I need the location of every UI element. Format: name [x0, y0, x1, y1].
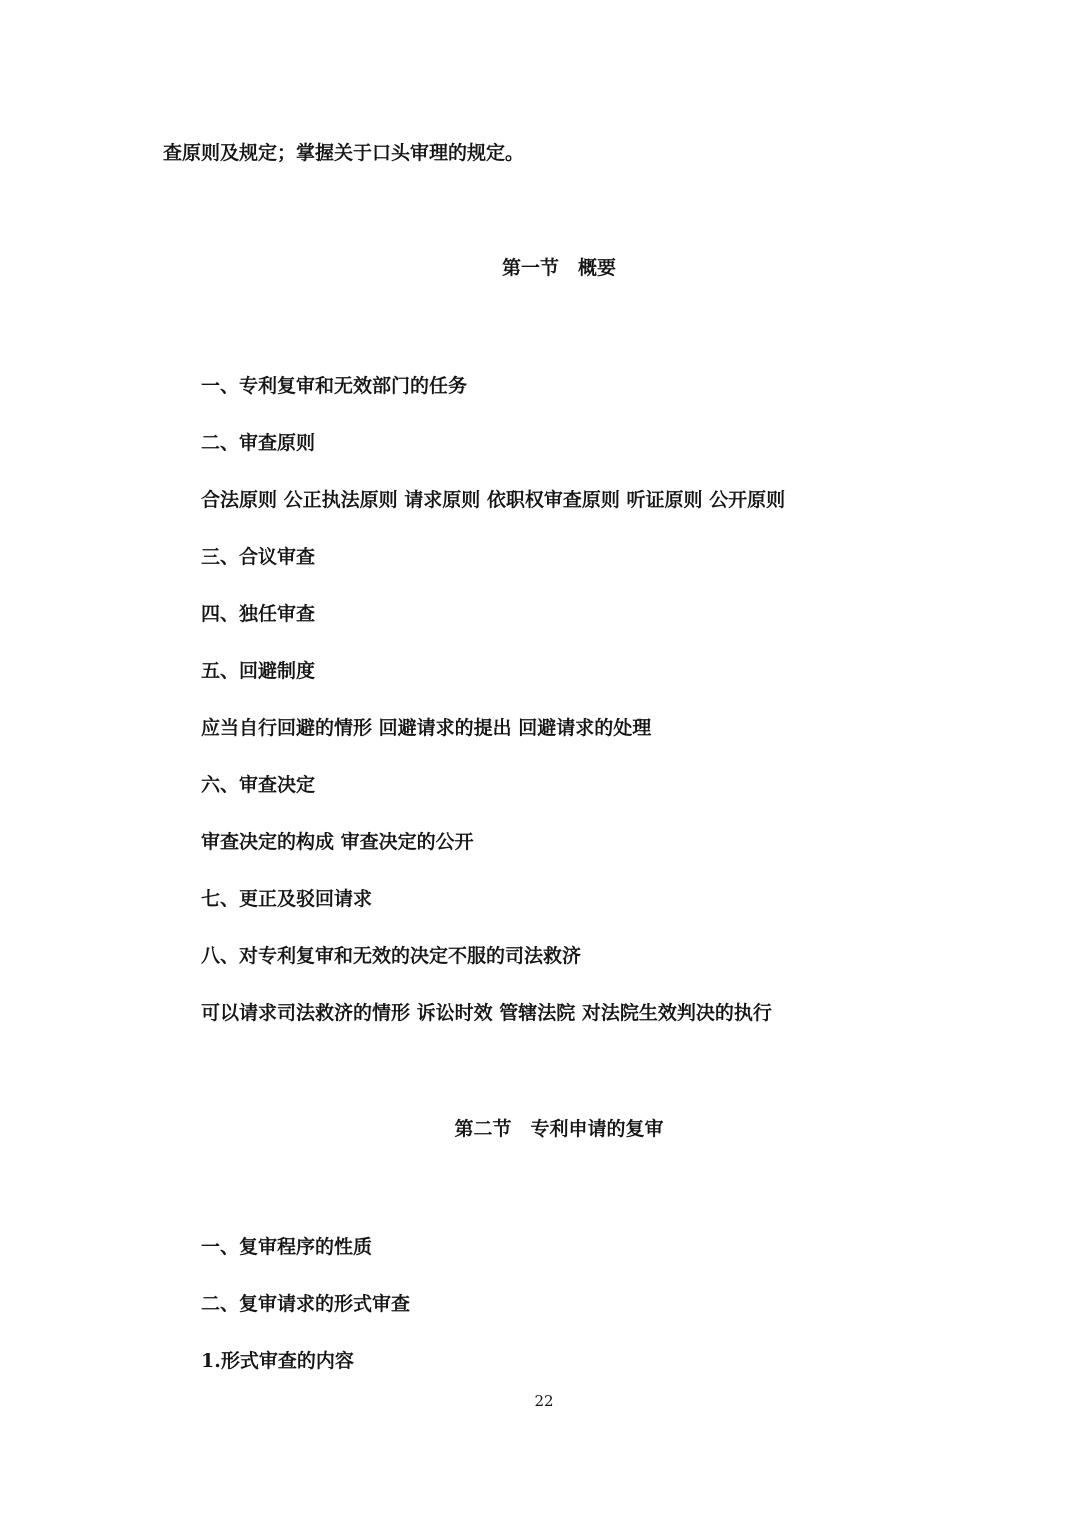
outline-heading: 八、对专利复审和无效的决定不服的司法救济: [201, 945, 582, 967]
outline-heading: 五、回避制度: [201, 660, 316, 682]
outline-heading: 一、复审程序的性质: [201, 1236, 373, 1258]
outline-heading: 一、专利复审和无效部门的任务: [201, 375, 468, 397]
outline-heading: 三、合议审查: [201, 546, 316, 568]
page-number: 22: [534, 1392, 554, 1410]
outline-heading: 四、独任审查: [201, 603, 316, 625]
topic-list: 可以请求司法救济的情形 诉讼时效 管辖法院 对法院生效判决的执行: [201, 1002, 772, 1024]
outline-heading: 二、审查原则: [201, 432, 316, 454]
topic-list: 审查决定的构成 审查决定的公开: [201, 831, 474, 853]
topic-list: 应当自行回避的情形 回避请求的提出 回避请求的处理: [201, 717, 652, 739]
intro-text: 查原则及规定；掌握关于口头审理的规定。: [163, 142, 525, 164]
outline-heading: 七、更正及驳回请求: [201, 888, 373, 910]
section-title: 第二节 专利申请的复审: [454, 1118, 664, 1140]
outline-heading: 六、审查决定: [201, 774, 316, 796]
section-title: 第一节 概要: [501, 257, 616, 279]
topic-list: 合法原则 公正执法原则 请求原则 依职权审查原则 听证原则 公开原则: [201, 489, 786, 511]
outline-heading: 二、复审请求的形式审查: [201, 1293, 411, 1315]
sub-heading: 1.形式审查的内容: [201, 1350, 354, 1372]
